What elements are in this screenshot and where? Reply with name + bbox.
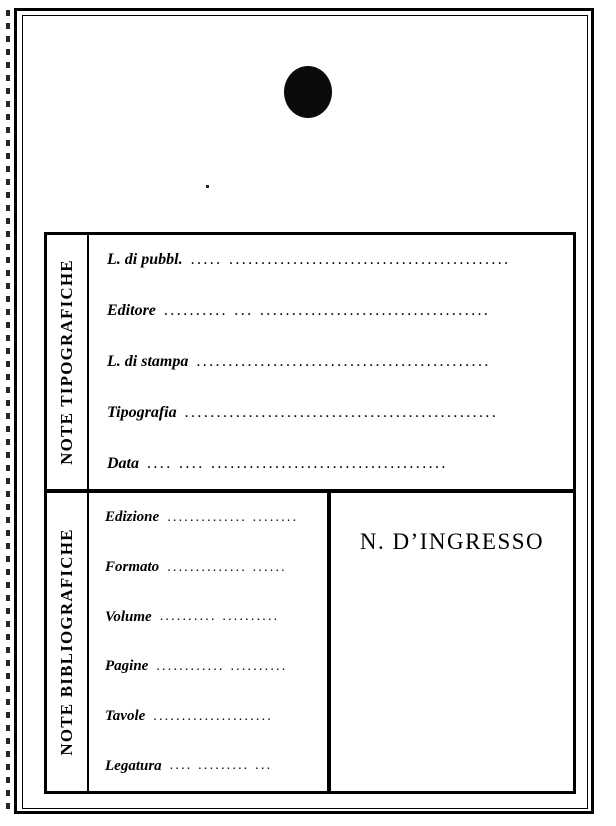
section-caption-label: NOTE BIBLIOGRAFICHE — [57, 528, 76, 756]
field-row-tavole[interactable] — [89, 692, 327, 742]
bibliografiche-rows — [89, 493, 331, 791]
field-row-data[interactable] — [89, 438, 573, 489]
scan-edge-artifact — [6, 10, 10, 810]
field-dots-l-di-stampa: .............................................. — [196, 353, 491, 370]
field-dots-legatura: .... ......... ... — [169, 759, 273, 774]
field-row-edizione[interactable] — [89, 493, 327, 543]
field-label-pagine: Pagine — [105, 658, 149, 675]
ingress-number-panel[interactable] — [331, 493, 573, 791]
field-dots-edizione: .............. ........ — [167, 510, 299, 525]
field-dots-pagine: ............ .......... — [156, 659, 288, 674]
field-label-volume: Volume — [105, 608, 152, 625]
section-note-tipografiche — [47, 235, 573, 493]
field-dots-editore: .......... ... .................................... — [163, 303, 491, 320]
field-row-volume[interactable] — [89, 592, 327, 642]
field-label-tipografia: Tipografia — [107, 403, 177, 421]
field-row-formato[interactable] — [89, 543, 327, 593]
field-row-legatura[interactable] — [89, 741, 327, 791]
tipografiche-rows — [89, 235, 573, 489]
section-caption-label: NOTE TIPOGRAFICHE — [57, 259, 76, 465]
scan-speck — [206, 185, 209, 188]
field-label-editore: Editore — [107, 302, 156, 320]
field-dots-tipografia: ................................................. — [184, 404, 499, 421]
field-dots-data: .... .... ..................................... — [147, 455, 448, 472]
form-table — [44, 232, 576, 794]
field-label-l-di-stampa: L. di stampa — [107, 352, 189, 370]
section-caption-bibliografiche — [47, 493, 89, 791]
field-dots-formato: .............. ...... — [167, 560, 287, 575]
field-dots-l-di-pubbl: ..... ............................................ — [190, 252, 511, 269]
field-row-pagine[interactable] — [89, 642, 327, 692]
field-row-editore[interactable] — [89, 286, 573, 337]
field-label-formato: Formato — [105, 559, 160, 575]
ingress-number-title: N. D’INGRESSO — [359, 529, 545, 554]
field-label-edizione: Edizione — [105, 509, 160, 526]
field-dots-tavole: ..................... — [153, 709, 273, 724]
field-label-l-di-pubbl: L. di pubbl. — [107, 251, 183, 269]
punch-hole-icon — [284, 66, 332, 118]
field-label-tavole: Tavole — [105, 708, 146, 725]
field-row-l-di-pubbl[interactable] — [89, 235, 573, 286]
field-dots-volume: .......... .......... — [159, 610, 280, 625]
field-row-tipografia[interactable] — [89, 387, 573, 438]
field-label-data: Data — [107, 454, 139, 472]
field-label-legatura: Legatura — [105, 757, 162, 774]
section-note-bibliografiche — [47, 493, 573, 791]
section-caption-tipografiche — [47, 235, 89, 489]
field-row-l-di-stampa[interactable] — [89, 337, 573, 388]
